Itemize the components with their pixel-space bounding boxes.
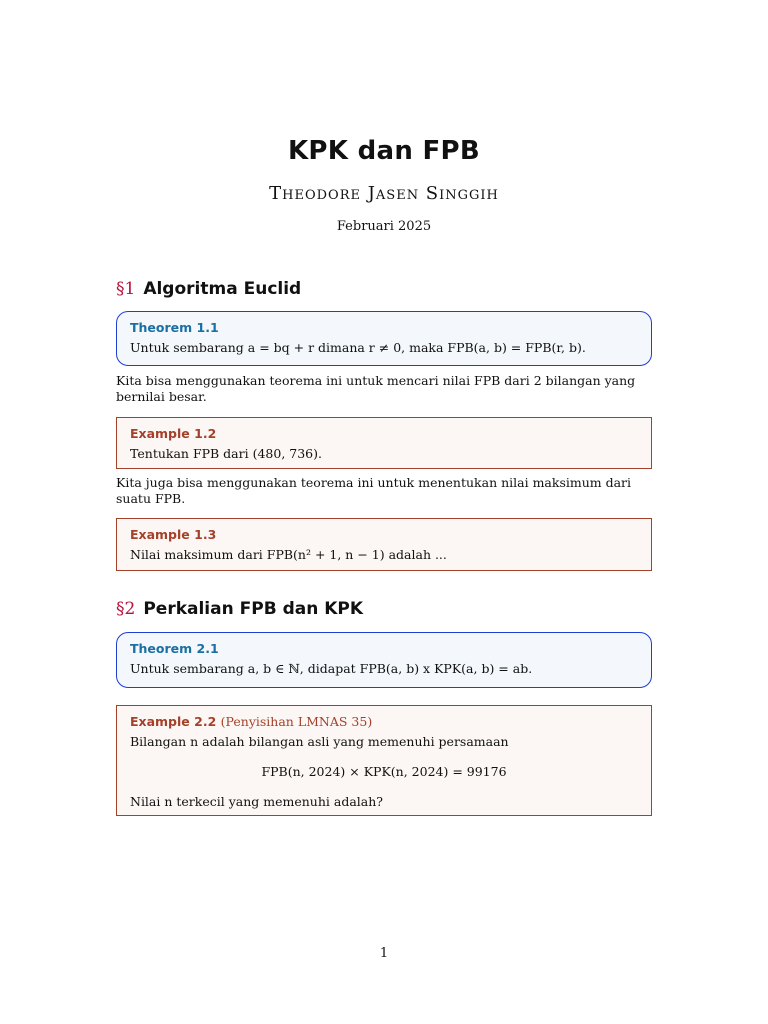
example-title: Example 1.3 xyxy=(130,527,217,542)
section-number: §2 xyxy=(116,599,136,619)
example-box-2-2 xyxy=(116,705,652,816)
example-title: Example 1.2 xyxy=(130,426,217,441)
example-box-1-2 xyxy=(116,417,652,469)
document-date: Februari 2025 xyxy=(336,219,432,234)
theorem-box-1-1 xyxy=(116,311,652,366)
example-equation: FPB(n, 2024) × KPK(n, 2024) = 99176 xyxy=(261,764,507,779)
example-text-line-2: Nilai n terkecil yang memenuhi adalah? xyxy=(130,794,383,809)
section-number: §1 xyxy=(116,279,136,299)
author-name: Theodore Jasen Singgih xyxy=(269,183,499,204)
example-source-note: (Penyisihan LMNAS 35) xyxy=(220,714,373,729)
example-title: Example 2.2 xyxy=(130,714,217,729)
paragraph-2: Kita juga bisa menggunakan teorema ini untuk menentukan nilai maksimum dari suatu FPB. xyxy=(116,475,632,506)
document-title: KPK dan FPB xyxy=(287,136,481,166)
section-title: Algoritma Euclid xyxy=(143,279,302,299)
section-heading-1 xyxy=(116,279,301,299)
theorem-title: Theorem 1.1 xyxy=(130,320,219,335)
theorem-text: Untuk sembarang a, b ∈ ℕ, didapat FPB(a, b) x KPK(a, b) = ab. xyxy=(130,661,533,676)
example-box-1-3 xyxy=(116,518,652,571)
example-title-row xyxy=(130,712,638,732)
paragraph-1: Kita bisa menggunakan teorema ini untuk mencari nilai FPB dari 2 bilangan yang bernilai besar. xyxy=(116,373,636,404)
theorem-box-2-1 xyxy=(116,632,652,688)
example-text: Nilai maksimum dari FPB(n² + 1, n − 1) adalah ... xyxy=(130,547,447,562)
section-heading-2 xyxy=(116,599,363,619)
theorem-title: Theorem 2.1 xyxy=(130,641,219,656)
section-title: Perkalian FPB dan KPK xyxy=(143,599,364,619)
example-text: Tentukan FPB dari (480, 736). xyxy=(130,446,322,461)
theorem-text: Untuk sembarang a = bq + r dimana r ≠ 0, maka FPB(a, b) = FPB(r, b). xyxy=(130,340,586,355)
example-text-line-1: Bilangan n adalah bilangan asli yang memenuhi persamaan xyxy=(130,734,509,749)
page-number: 1 xyxy=(379,946,389,961)
